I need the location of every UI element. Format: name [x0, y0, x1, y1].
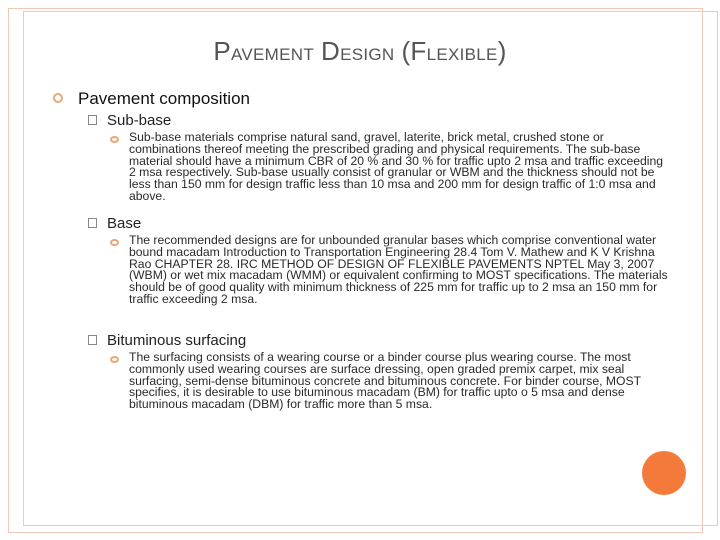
- main-bullet-icon: [53, 93, 63, 103]
- section-heading-label: Sub-base: [107, 112, 172, 129]
- decorative-orange-circle: [642, 451, 686, 495]
- square-bullet-icon: [88, 335, 97, 345]
- main-bullet-text: Pavement composition: [78, 89, 250, 108]
- square-bullet-icon: [88, 115, 97, 125]
- section-heading-label: Base: [107, 215, 142, 232]
- title-w1-cap: P: [213, 36, 231, 66]
- title-w3-rest: LEXIBLE: [426, 45, 498, 64]
- section-body-base: The recommended designs are for unbounded granular bases which comprise conventional water bound macadam Introduction to Transportation Engineering 28.4 Tom V. Mathew and K V Krishna Rao CHAPTER 28. IRC METHOD OF DESIGN OF FLEXIBLE PAVEMENTS NPTEL May 3, 2007 (WBM) or wet mix macadam (WMM) or equivalent confirming to MOST specifications. The materials should be of good quality with minimum thickness of 225 mm for traffic up to 2 msa an 150 mm for traffic exceeding 2 msa.: [129, 233, 668, 306]
- title-w3-open: (: [401, 36, 411, 66]
- title-w2-cap: D: [320, 36, 341, 66]
- section-body-sub-base: Sub-base materials comprise natural sand, gravel, laterite, brick metal, crushed stone or combinations thereof meeting the prescribed grading and physical requirements. The sub-base material should have a minimum CBR of 20 % and 30 % for traffic upto 2 msa and traffic exceeding 2 msa respectively. Sub-base usually consist of granular or WBM and the thickness should not be less than 150 mm for design traffic less than 10 msa and 200 mm for design traffic of 1:0 msa and above.: [129, 130, 664, 203]
- sub-bullet-icon: [110, 239, 119, 246]
- slide-title: [0, 36, 720, 67]
- title-w3-cap: F: [410, 36, 427, 66]
- section-body-bituminous-surfacing: The surfacing consists of a wearing course or a binder course plus wearing course. The most commonly used wearing courses are surface dressing, open graded premix carpet, mix seal surfacing, semi-dense bituminous concrete and bituminous concrete. For binder course, MOST specifies, it is desirable to use bituminous macadam (BM) for traffic upto o 5 msa and dense bituminous macadam (DBM) for traffic more than 5 msa.: [129, 350, 641, 412]
- sub-bullet-icon: [110, 136, 119, 143]
- title-w1-rest: AVEMENT: [230, 45, 315, 64]
- title-w3-close: ): [497, 36, 507, 66]
- title-w2-rest: ESIGN: [340, 45, 395, 64]
- square-bullet-icon: [88, 218, 97, 228]
- sub-bullet-icon: [110, 356, 119, 363]
- section-heading-label: Bituminous surfacing: [107, 332, 247, 349]
